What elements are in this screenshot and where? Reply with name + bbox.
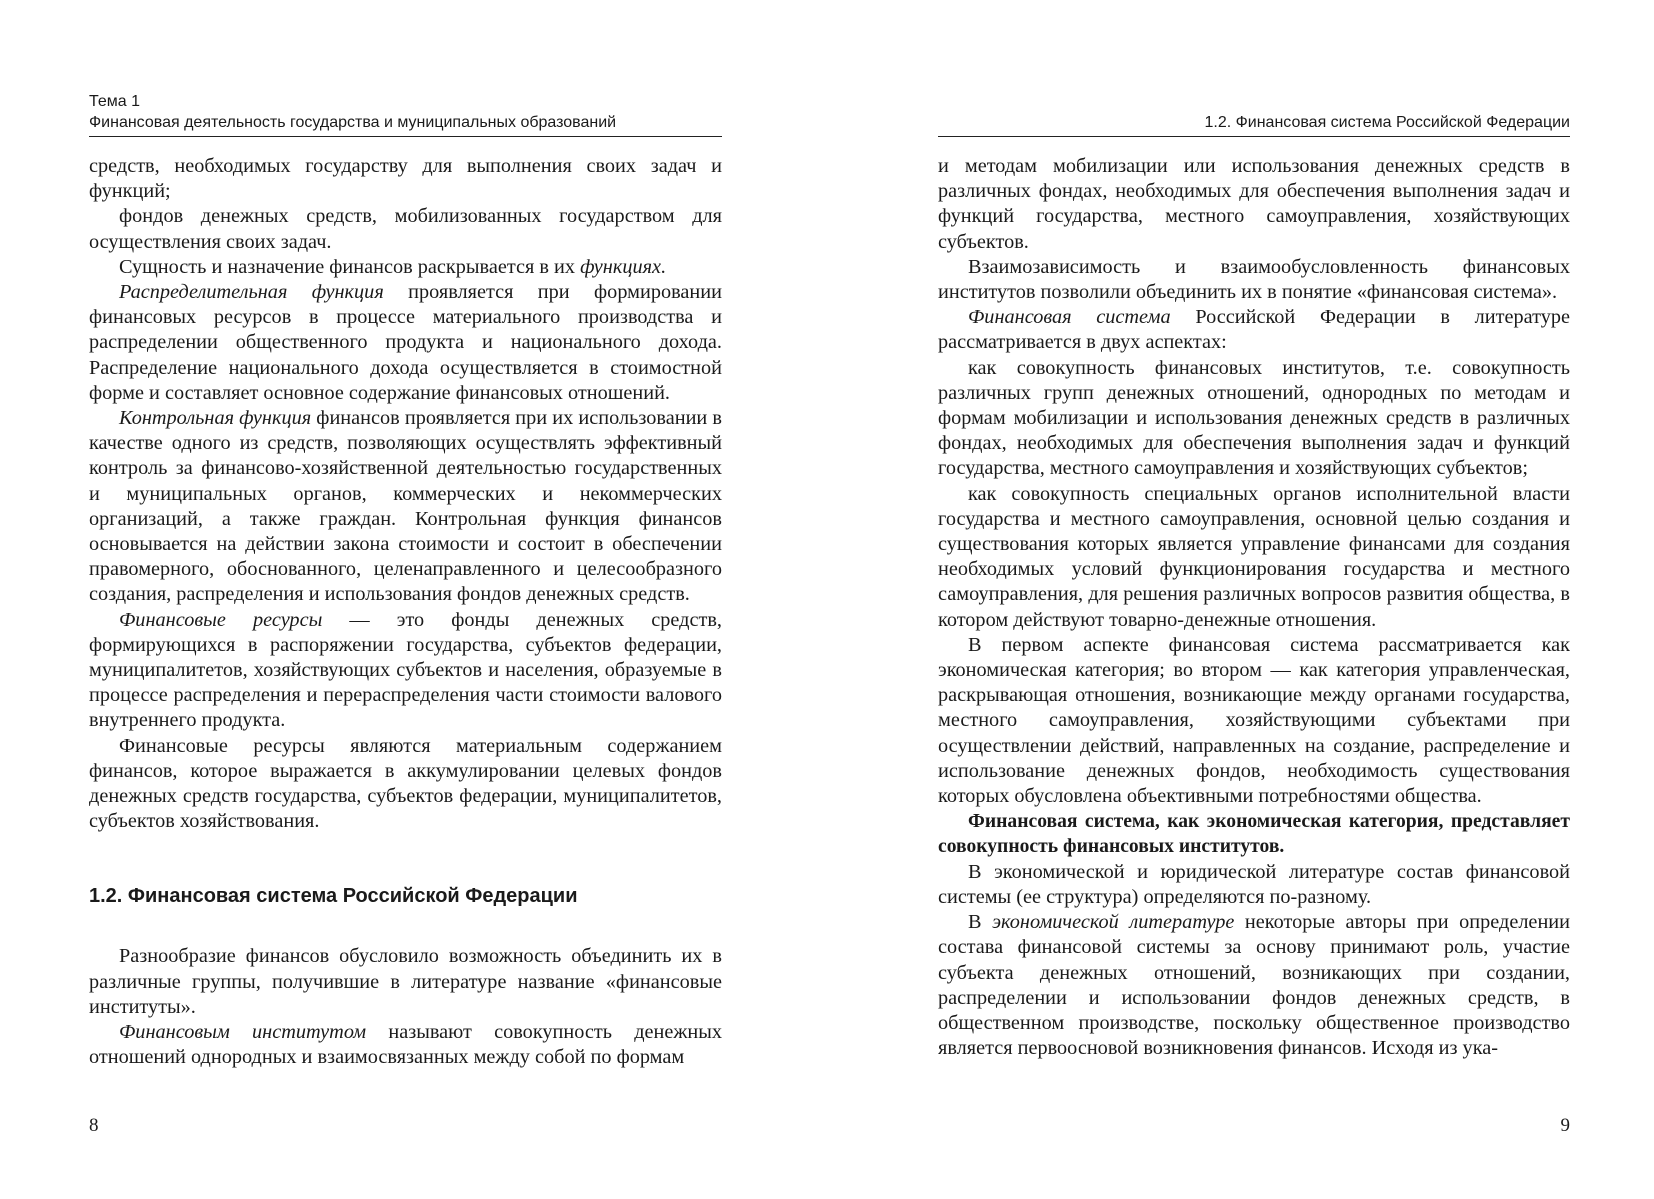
paragraph: В экономической и юридической литературе состав финансовой системы (ее структура) определяются по-разному. [938, 860, 1570, 908]
paragraph: Разнообразие финансов обусловило возможность объединить их в различные группы, получившие в литературе название «финансовые институты». [89, 945, 722, 1018]
paragraph: и методам мобилизации или использования денежных средств в различных фондах, необходимых для обеспечения выполнения задач и функций государства, местного самоуправления, хозяйствующих субъектов. [938, 155, 1570, 253]
running-head-title: Финансовая деятельность государства и муниципальных образований [89, 114, 617, 131]
paragraph: фондов денежных средств, мобилизованных государством для осуществления своих задач. [89, 205, 722, 253]
italic-term: Финансовым институтом [119, 1021, 367, 1044]
section-heading: 1.2. Финансовая система Российской Федерации [89, 885, 578, 908]
paragraph [938, 910, 1570, 1061]
italic-term: Распределительная функция [119, 281, 384, 304]
paragraph [89, 280, 722, 406]
paragraph: Финансовые ресурсы являются материальным содержанием финансов, которое выражается в аккумулировании целевых фондов денежных средств государства, субъектов федерации, муниципалитетов, субъектов хозяйствования. [89, 734, 722, 833]
paragraph: В первом аспекте финансовая система рассматривается как экономическая категория; во втором — как категория управленческая, раскрывающая отношения, возникающие между органами государства, местного самоуправления, хозяйствующими субъектами при осуществлении действий, направленных на создание, распределение и использование денежных фондов, необходимость существования которых обусловлена объективными потребностями общества. [938, 633, 1570, 808]
running-head [938, 112, 1570, 137]
body-text [89, 154, 722, 1071]
paragraph-text: В [968, 911, 993, 934]
bold-paragraph: Финансовая система, как экономическая категория, представляет совокупность финансовых институтов. [938, 811, 1570, 858]
italic-term: Финансовая система [968, 306, 1171, 329]
paragraph-text: Сущность и назначение финансов раскрывается в их [119, 255, 581, 278]
paragraph-text: называют совокупность денежных отношений однородных и взаимосвязанных между собой по формам [89, 1021, 723, 1069]
paragraph [89, 1020, 722, 1070]
paragraph-text: финансов проявляется при их использовании в качестве одного из средств, позволяющих осуществлять эффективный контроль за финансово-хозяйственной деятельностью государственных и муниципальных органов, коммерческих и некоммерческих организаций, а также граждан. Контрольная функция финансов основывается на действии закона стоимости и состоит в обеспечении правомерного, обоснованного, целенаправленного и целесообразного создания, распределения и использования фондов денежных средств. [89, 407, 722, 606]
running-head [89, 91, 722, 137]
running-head-title: 1.2. Финансовая система Российской Федерации [1204, 114, 1570, 131]
body-text [938, 154, 1570, 1061]
italic-term: функциях. [580, 255, 667, 278]
italic-term: Финансовые ресурсы [119, 608, 323, 631]
paragraph: как совокупность финансовых институтов, т.е. совокупность различных групп денежных отношений, однородных по методам и формам мобилизации и использования денежных средств в различных фондах, необходимых для обеспечения выполнения задач и функций государства, местного самоуправления и хозяйствующих субъектов; [938, 356, 1570, 480]
left-page [89, 0, 722, 1199]
paragraph: средств, необходимых государству для выполнения своих задач и функций; [89, 155, 722, 203]
paragraph [938, 305, 1570, 355]
paragraph-text: Российской Федерации в литературе рассматривается в двух аспектах: [938, 306, 1570, 354]
right-page [938, 0, 1570, 1199]
paragraph: как совокупность специальных органов исполнительной власти государства и местного самоуправления, основной целью создания и существования которых является управление финансами для создания необходимых условий функционирования государства и местного самоуправления, для решения различных вопросов развития общества, в котором действуют товарно-денежные отношения. [938, 482, 1570, 631]
paragraph: Взаимозависимость и взаимообусловленность финансовых институтов позволили объединить их в понятие «финансовая система». [938, 255, 1570, 304]
page-number: 8 [89, 1115, 99, 1136]
paragraph-text: некоторые авторы при определении состава финансовой системы за основу принимают роль, участие субъекта денежных отношений, возникающих при создании, распределении и использовании фондов денежных средств, в общественном производстве, поскольку общественное производство является первоосновой возникновения финансов. Исходя из ука- [938, 911, 1570, 1060]
paragraph-text: — это фонды денежных средств, формирующихся в распоряжении государства, субъектов федерации, муниципалитетов, хозяйствующих субъектов и населения, образуемые в процессе распределения и перераспределения части стоимости валового внутреннего продукта. [89, 608, 722, 732]
paragraph-text: проявляется при формировании финансовых ресурсов в процессе материального производства и распределении общественного продукта и национального дохода. Распределение национального дохода осуществляется в стоимостной форме и составляет основное содержание финансовых отношений. [89, 281, 722, 404]
italic-term: Контрольная функция [119, 407, 312, 430]
paragraph [89, 608, 722, 734]
running-head-topic: Тема 1 [89, 93, 141, 110]
italic-term: экономической литературе [992, 911, 1235, 934]
paragraph [89, 255, 722, 280]
page-number: 9 [1560, 1115, 1570, 1136]
paragraph [89, 406, 722, 608]
